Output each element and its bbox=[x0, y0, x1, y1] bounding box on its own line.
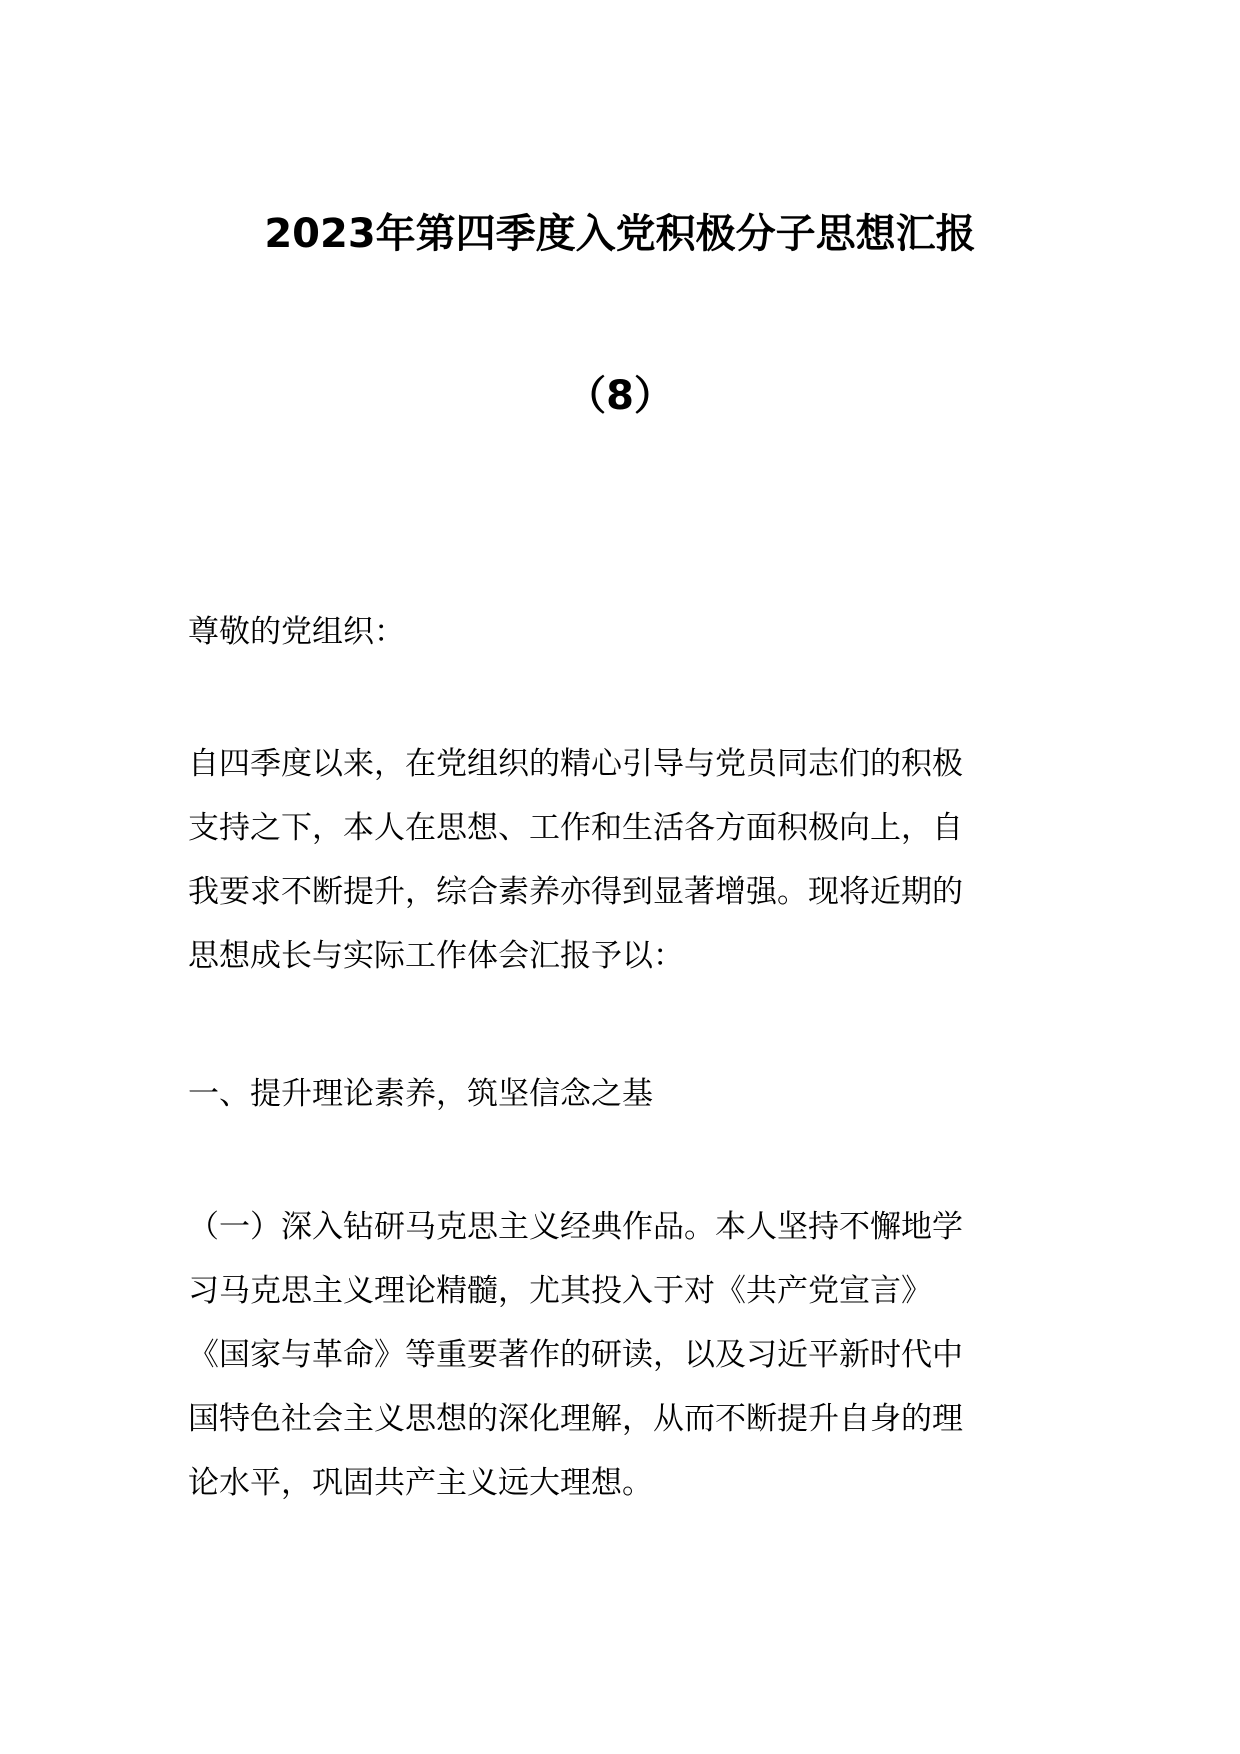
paragraph-line: 自四季度以来，在党组织的精心引导与党员同志们的积极 bbox=[188, 746, 963, 782]
paragraph-line: 国特色社会主义思想的深化理解，从而不断提升自身的理 bbox=[188, 1401, 963, 1437]
document-title: 2023年第四季度入党积极分子思想汇报 bbox=[264, 211, 976, 257]
intro-paragraph bbox=[188, 732, 1058, 988]
paragraph-line: （一）深入钻研马克思主义经典作品。本人坚持不懈地学 bbox=[188, 1209, 963, 1245]
paragraph-line: 支持之下，本人在思想、工作和生活各方面积极向上，自 bbox=[188, 810, 963, 846]
paragraph-line: 我要求不断提升，综合素养亦得到显著增强。现将近期的 bbox=[188, 874, 963, 910]
paragraph-line: 论水平，巩固共产主义远大理想。 bbox=[188, 1465, 653, 1501]
sub-section-paragraph bbox=[188, 1195, 1058, 1515]
section-heading: 一、提升理论素养，筑坚信念之基 bbox=[188, 1076, 653, 1112]
paragraph-line: 习马克思主义理论精髓，尤其投入于对《共产党宣言》 bbox=[188, 1273, 932, 1309]
paragraph-line: 思想成长与实际工作体会汇报予以： bbox=[188, 938, 684, 974]
salutation: 尊敬的党组织： bbox=[188, 614, 405, 650]
paragraph-line: 《国家与革命》等重要著作的研读，以及习近平新时代中 bbox=[188, 1337, 963, 1373]
document-title-number: （8） bbox=[566, 373, 674, 419]
